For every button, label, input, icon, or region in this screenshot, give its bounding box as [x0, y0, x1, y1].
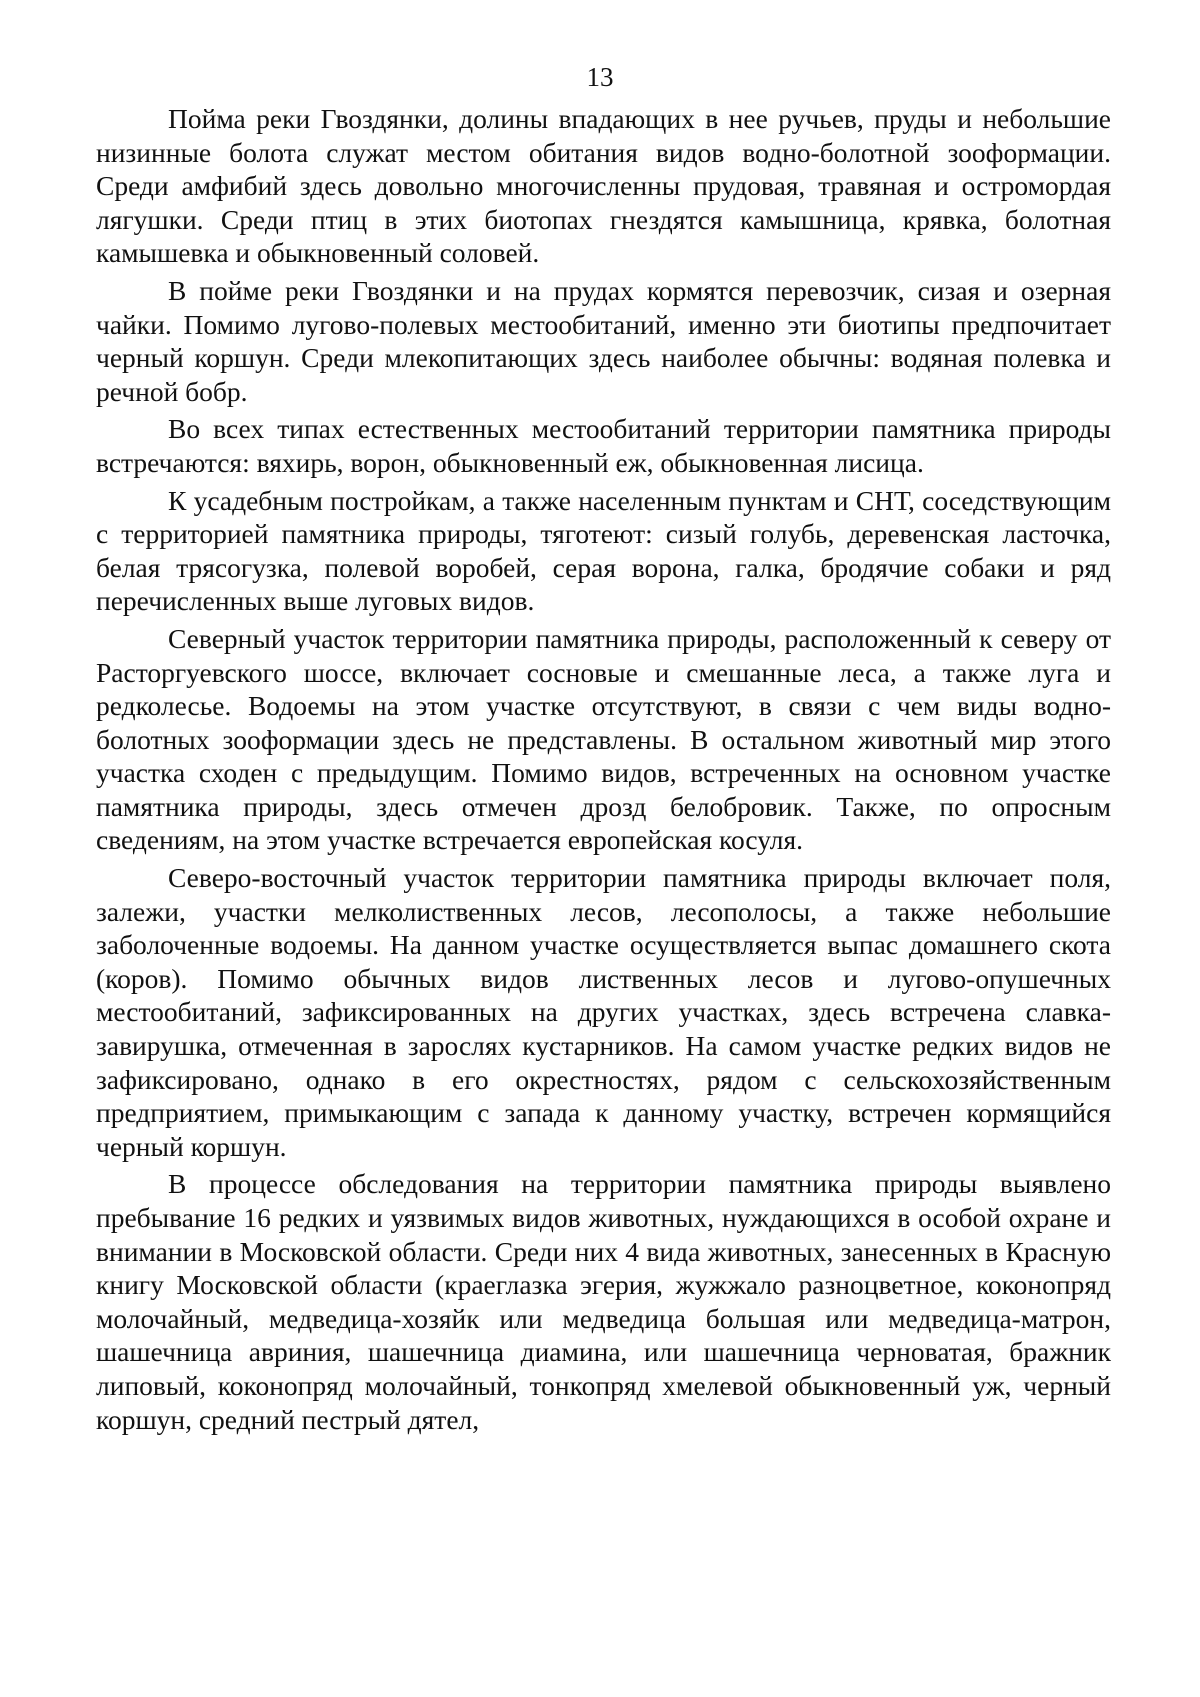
paragraph: К усадебным постройкам, а также населенным пунктам и СНТ, соседствующим с территорией памятника природы, тяготеют: сизый голубь, деревенская ласточка, белая трясогузка, полевой воробей, серая ворона, галка, бродячие собаки и ряд перечисленных выше луговых видов.: [96, 484, 1111, 617]
paragraph: Пойма реки Гвоздянки, долины впадающих в нее ручьев, пруды и небольшие низинные болота служат местом обитания видов водно-болотной зооформации. Среди амфибий здесь довольно многочисленны прудовая, травяная и остромордая лягушки. Среди птиц в этих биотопах гнездятся камышница, крявка, болотная камышевка и обыкновенный соловей.: [96, 103, 1111, 269]
paragraph: В процессе обследования на территории памятника природы выявлено пребывание 16 редких и уязвимых видов животных, нуждающихся в особой охране и внимании в Московской области. Среди них 4 вида животных, занесенных в Красную книгу Московской области (краеглазка эгерия, жужжало разноцветное, коконопряд молочайный, медведица-хозяйк или медведица большая или медведица-матрон, шашечница авриния, шашечница диамина, или шашечница черноватая, бражник липовый, коконопряд молочайный, тонкопряд хмелевой обыкновенный уж, черный коршун, средний пестрый дятел,: [96, 1168, 1111, 1435]
paragraph: Во всех типах естественных местообитаний территории памятника природы встречаются: вяхирь, ворон, обыкновенный еж, обыкновенная лисица.: [96, 413, 1111, 478]
paragraph: Северный участок территории памятника природы, расположенный к северу от Расторгуевского шоссе, включает сосновые и смешанные леса, а также луга и редколесье. Водоемы на этом участке отсутствуют, в связи с чем виды водно-болотных зооформации здесь не представлены. В остальном животный мир этого участка сходен с предыдущим. Помимо видов, встреченных на основном участке памятника природы, здесь отмечен дрозд белобровик. Также, по опросным сведениям, на этом участке встречается европейская косуля.: [96, 622, 1111, 856]
body-text: [96, 102, 1111, 1440]
paragraph: Северо-восточный участок территории памятника природы включает поля, залежи, участки мелколиственных лесов, лесополосы, а также небольшие заболоченные водоемы. На данном участке осуществляется выпас домашнего скота (коров). Помимо обычных видов лиственных лесов и лугово-опушечных местообитаний, зафиксированных на других участках, здесь встречена славка-завирушка, отмеченная в зарослях кустарников. На самом участке редких видов не зафиксировано, однако в его окрестностях, рядом с сельскохозяйственным предприятием, примыкающим с запада к данному участку, встречен кормящийся черный коршун.: [96, 862, 1111, 1162]
paragraph: В пойме реки Гвоздянки и на прудах кормятся перевозчик, сизая и озерная чайки. Помимо лугово-полевых местообитаний, именно эти биотипы предпочитает черный коршун. Среди млекопитающих здесь наиболее обычны: водяная полевка и речной бобр.: [96, 274, 1111, 407]
page-number: 13: [586, 62, 614, 92]
